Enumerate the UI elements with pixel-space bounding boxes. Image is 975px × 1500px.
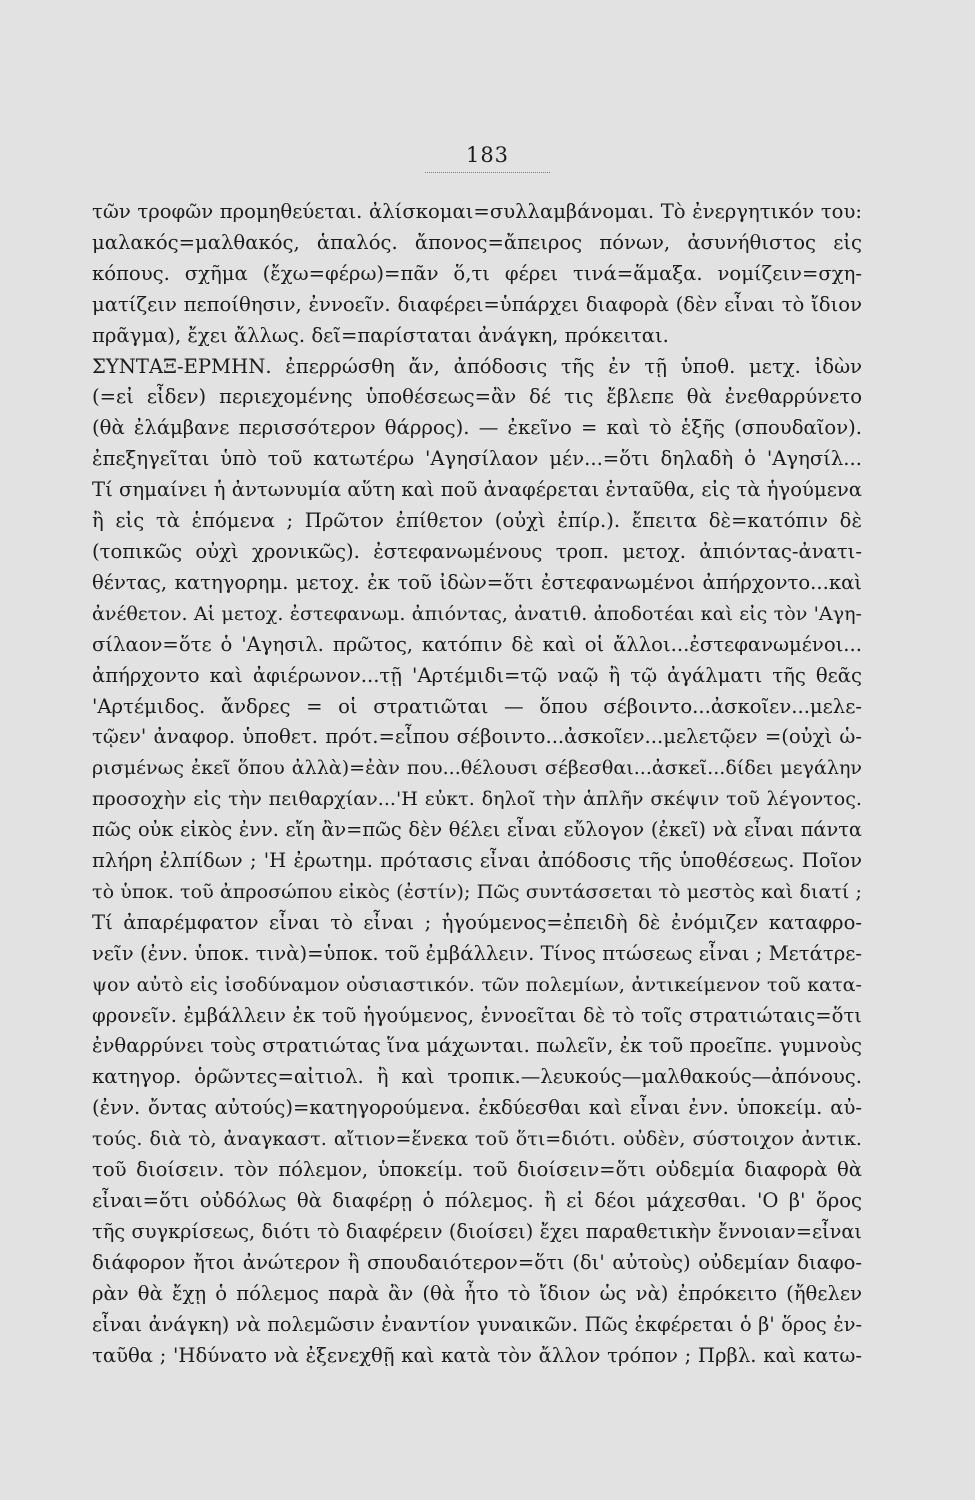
text-line: τοῦ διοίσειν. τὸν πόλεμον, ὑποκείμ. τοῦ διοίσειν=ὅτι οὐδεμία διαφορὰ θὰ <box>92 1158 862 1182</box>
text-line: νεῖν (ἐνν. ὑποκ. τινὰ)=ὑποκ. τοῦ ἐμβάλλειν. Τίνος πτώσεως εἶναι ; Μετάτρε- <box>92 941 862 965</box>
text-line: σίλαον=ὅτε ὁ 'Αγησιλ. πρῶτος, κατόπιν δὲ καὶ οἱ ἄλλοι...ἐστεφανωμένοι... <box>92 632 862 656</box>
text-line: εἶναι=ὅτι οὐδόλως θὰ διαφέρῃ ὁ πόλεμος. ἢ εἰ δέοι μάχεσθαι. 'Ο β' ὅρος <box>92 1189 862 1212</box>
text-line: εἶναι ἀνάγκη) νὰ πολεμῶσιν ἐναντίον γυναικῶν. Πῶς ἐκφέρεται ὁ β' ὅρος ἐν- <box>92 1312 862 1336</box>
text-line: ψον αὐτὸ εἰς ἰσοδύναμον οὐσιαστικόν. τῶν πολεμίων, ἀντικείμενον τοῦ κατα- <box>92 972 862 996</box>
text-line: (τοπικῶς οὐχὶ χρονικῶς). ἐστεφανωμένους τροπ. μετοχ. ἀπιόντας-ἀνατι- <box>92 539 862 563</box>
text-line: Τί ἀπαρέμφατον εἶναι τὸ εἶναι ; ἡγούμενος=ἐπειδὴ δὲ ἐνόμιζεν καταφρο- <box>92 910 862 934</box>
text-line: φρονεῖν. ἐμβάλλειν ἐκ τοῦ ἡγούμενος, ἐννοεῖται δὲ τὸ τοῖς στρατιώταις=ὅτι <box>92 1003 862 1027</box>
page-body <box>92 197 862 1371</box>
text-line: ἐπεξηγεῖται ὑπὸ τοῦ κατωτέρω 'Αγησίλαον μέν...=ὅτι δηλαδὴ ὁ 'Αγησίλ... <box>92 447 862 471</box>
text-line: ματίζειν πεποίθησιν, ἐννοεῖν. διαφέρει=ὑπάρχει διαφορὰ (δὲν εἶναι τὸ ἴδιον <box>92 292 862 316</box>
text-line: θέντας, κατηγορημ. μετοχ. ἐκ τοῦ ἰδὼν=ὅτι ἐστεφανωμένοι ἀπήρχοντο...καὶ <box>92 570 862 594</box>
text-line: ἀπήρχοντο καὶ ἀφιέρωνον...τῇ 'Αρτέμιδι=τῷ ναῷ ἢ τῷ ἀγάλματι τῆς θεᾶς <box>92 663 862 687</box>
text-line: τὸ ὑποκ. τοῦ ἀπροσώπου εἰκὸς (ἐστίν); Πῶς συντάσσεται τὸ μεστὸς καὶ διατί ; <box>92 879 862 903</box>
text-line: τῶν τροφῶν προμηθεύεται. ἀλίσκομαι=συλλαμβάνομαι. Τὸ ἐνεργητικόν του: <box>92 200 862 223</box>
text-line: τῷεν' ἀναφορ. ὑποθετ. πρότ.=εἶπου σέβοιντο...ἀσκοῖεν...μελετῷεν =(οὐχὶ ὡ- <box>92 725 862 749</box>
text-line: ἢ εἰς τὰ ἑπόμενα ; Πρῶτον ἐπίθετον (οὐχὶ ἐπίρ.). ἔπειτα δὲ=κατόπιν δὲ <box>92 509 862 533</box>
text-line: διάφορον ἤτοι ἀνώτερον ἢ σπουδαιότερον=ὅτι (δι' αὐτοὺς) οὐδεμίαν διαφο- <box>92 1250 862 1274</box>
text-line: ταῦθα ; 'Ηδύνατο νὰ ἐξενεχθῇ καὶ κατὰ τὸν ἄλλον τρόπον ; Πρβλ. καὶ κατω- <box>92 1343 862 1367</box>
text-line: πλήρη ἐλπίδων ; 'Η ἐρωτημ. πρότασις εἶναι ἀπόδοσις τῆς ὑποθέσεως. Ποῖον <box>92 849 862 873</box>
text-line: (ἐνν. ὄντας αὐτούς)=κατηγορούμενα. ἐκδύεσθαι καὶ εἶναι ἐνν. ὑποκείμ. αὐ- <box>92 1096 862 1120</box>
page-number: 183 <box>465 143 510 167</box>
text-line: προσοχὴν εἰς τὴν πειθαρχίαν...'Η εὐκτ. δηλοῖ τὴν ἁπλῆν σκέψιν τοῦ λέγοντος. <box>92 787 862 811</box>
section-heading-line: ΣΥΝΤΑΞ-ΕΡΜΗΝ. ἐπερρώσθη ἄν, ἀπόδοσις τῆς ἐν τῇ ὑποθ. μετχ. ἰδὼν <box>92 354 862 378</box>
text-line: (=εἰ εἶδεν) περιεχομένης ὑποθέσεως=ἂν δέ τις ἔβλεπε θὰ ἐνεθαρρύνετο <box>92 385 862 409</box>
header-rule <box>425 172 550 173</box>
text-line: 'Αρτέμιδος. ἄνδρες = οἱ στρατιῶται — ὅπου σέβοιντο...ἀσκοῖεν...μελε- <box>92 694 862 718</box>
text-line: τῆς συγκρίσεως, διότι τὸ διαφέρειν (διοίσει) ἔχει παραθετικὴν ἔννοιαν=εἶναι <box>92 1219 862 1243</box>
text-line: ρὰν θὰ ἔχῃ ὁ πόλεμος παρὰ ἂν (θὰ ἦτο τὸ ἴδιον ὡς νὰ) ἐπρόκειτο (ἤθελεν <box>92 1281 862 1305</box>
text-line: Τί σημαίνει ἡ ἀντωνυμία αὕτη καὶ ποῦ ἀναφέρεται ἐνταῦθα, εἰς τὰ ἡγούμενα <box>92 478 862 502</box>
text-line: ρισμένως ἐκεῖ ὅπου ἀλλὰ)=ἐὰν που...θέλουσι σέβεσθαι...ἀσκεῖ...δίδει μεγάλην <box>92 756 862 780</box>
text-line: κατηγορ. ὁρῶντες=αἰτιολ. ἢ καὶ τροπικ.—λευκούς—μαλθακούς—ἀπόνους. <box>92 1065 862 1089</box>
text-line: τούς. διὰ τὸ, ἀναγκαστ. αἴτιον=ἕνεκα τοῦ ὅτι=διότι. οὐδὲν, σύστοιχον ἀντικ. <box>92 1127 862 1151</box>
text-line: μαλακός=μαλθακός, ἁπαλός. ἄπονος=ἄπειρος πόνων, ἀσυνήθιστος εἰς <box>92 230 862 254</box>
text-line: (θὰ ἐλάμβανε περισσότερον θάρρος). — ἐκεῖνο = καὶ τὸ ἑξῆς (σπουδαῖον). <box>92 416 862 440</box>
text-line: πρᾶγμα), ἔχει ἄλλως. δεῖ=παρίσταται ἀνάγκη, πρόκειται. <box>92 323 669 347</box>
text-line: κόπους. σχῆμα (ἔχω=φέρω)=πᾶν ὅ,τι φέρει τινά=ἅμαξα. νομίζειν=σχη- <box>92 261 862 285</box>
text-line: ἀνέθετον. Αἱ μετοχ. ἐστεφανωμ. ἀπιόντας, ἀνατιθ. ἀποδοτέαι καὶ εἰς τὸν 'Αγη- <box>92 601 862 625</box>
text-line: ἐνθαρρύνει τοὺς στρατιώτας ἵνα μάχωνται. πωλεῖν, ἐκ τοῦ προεῖπε. γυμνοὺς <box>92 1034 862 1058</box>
text-line: πῶς οὐκ εἰκὸς ἐνν. εἴη ἂν=πῶς δὲν θέλει εἶναι εὔλογον (ἐκεῖ) νὰ εἶναι πάντα <box>92 818 862 842</box>
